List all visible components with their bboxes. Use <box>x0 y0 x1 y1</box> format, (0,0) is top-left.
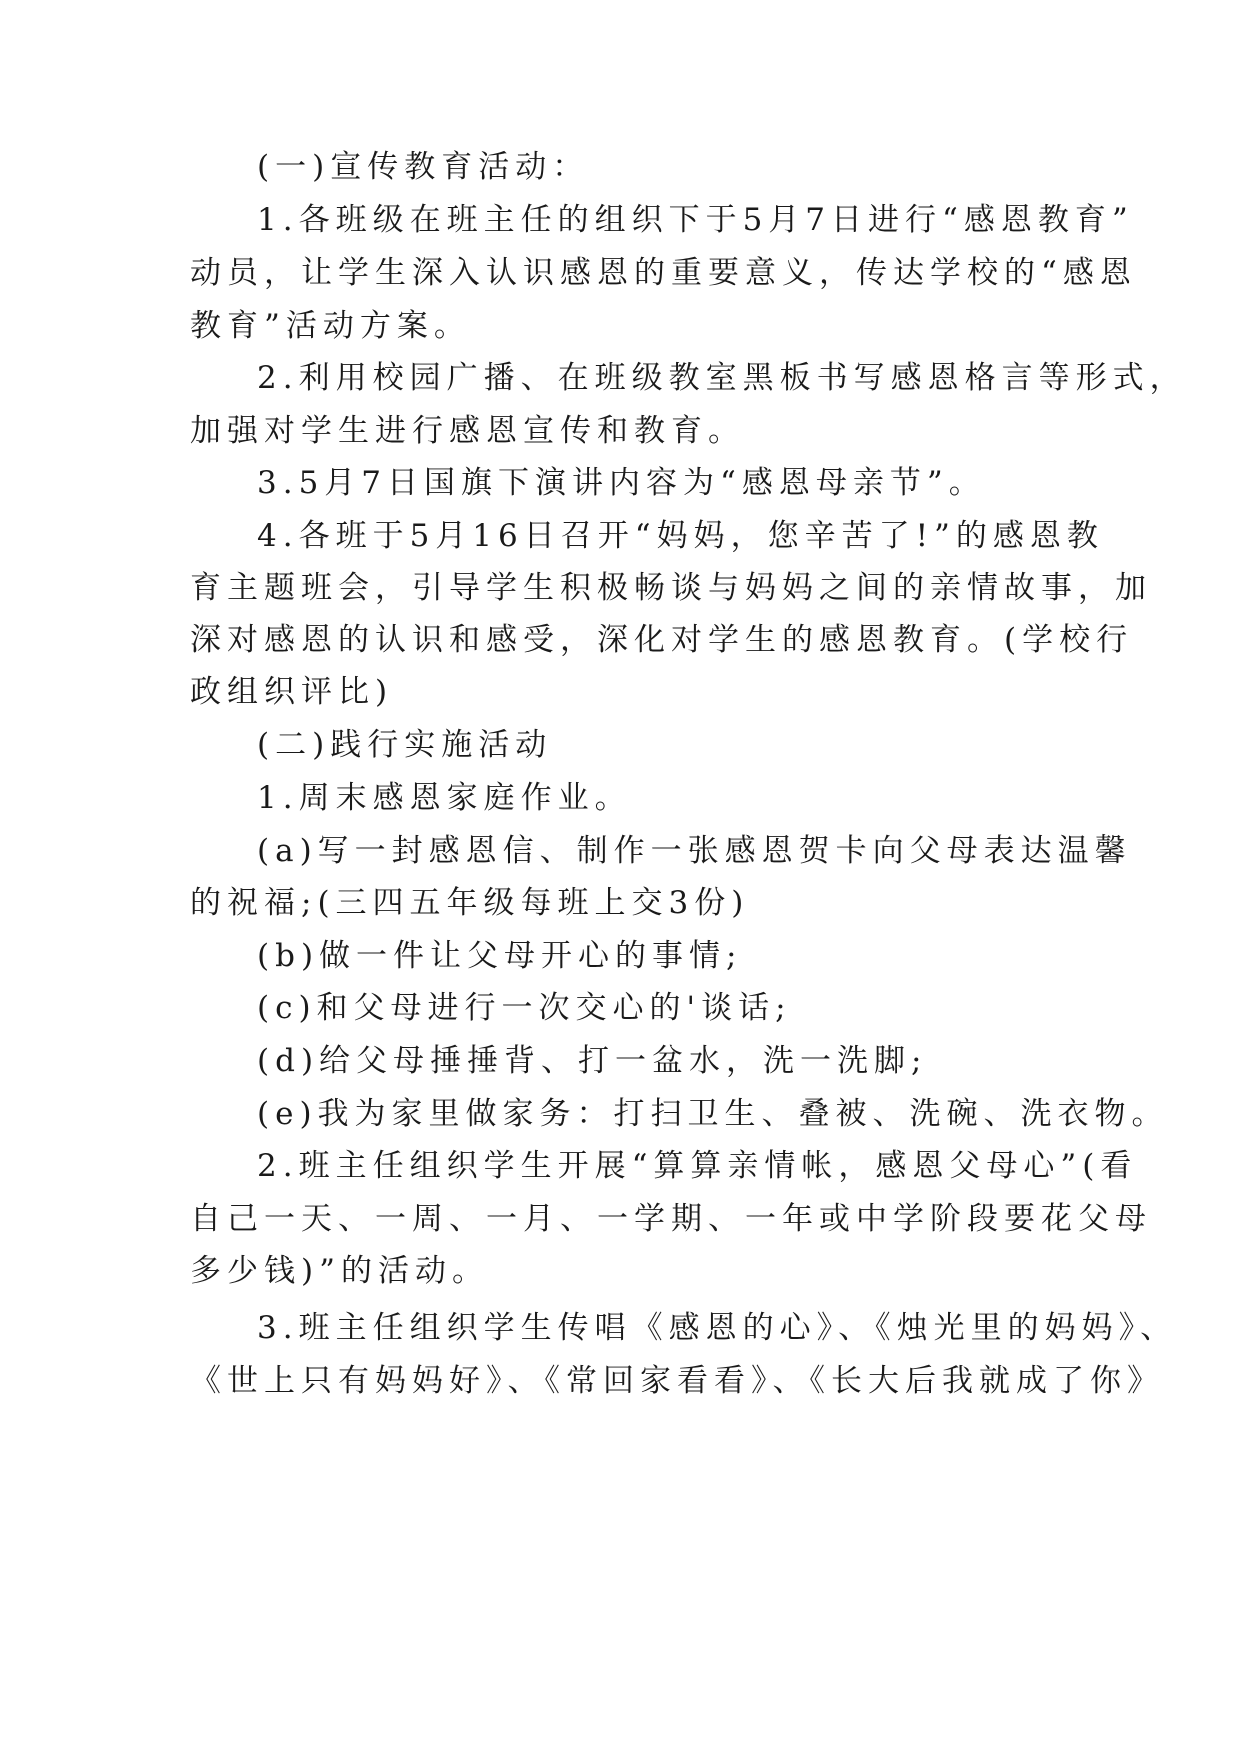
paragraph-line: 《世上只有妈妈好》、《常回家看看》、《长大后我就成了你》 <box>190 1363 1164 1399</box>
paragraph-line: 育主题班会，引导学生积极畅谈与妈妈之间的亲情故事，加 <box>190 570 1152 606</box>
paragraph-line: 2.利用校园广播、在班级教室黑板书写感恩格言等形式， <box>257 360 1187 396</box>
section-heading-practice: (二)践行实施活动 <box>257 727 553 763</box>
paragraph-line: 3.班主任组织学生传唱《感恩的心》、《烛光里的妈妈》、 <box>257 1310 1178 1346</box>
paragraph-line: 政组织评比) <box>190 674 394 710</box>
paragraph-line: 自己一天、一周、一月、一学期、一年或中学阶段要花父母 <box>190 1201 1152 1237</box>
paragraph-line: 2.班主任组织学生开展“算算亲情帐，感恩父母心”(看 <box>257 1148 1138 1184</box>
section-heading-publicity: (一)宣传教育活动： <box>257 149 590 185</box>
paragraph-line: 4.各班于5月16日召开“妈妈，您辛苦了!”的感恩教 <box>257 518 1104 554</box>
paragraph-line: 加强对学生进行感恩宣传和教育。 <box>190 413 745 449</box>
paragraph-line: 教育”活动方案。 <box>190 308 471 344</box>
list-item-line: (b)做一件让父母开心的事情; <box>257 938 743 974</box>
list-item-line: (d)给父母捶捶背、打一盆水，洗一洗脚; <box>257 1043 928 1079</box>
list-item-line: (a)写一封感恩信、制作一张感恩贺卡向父母表达温馨 <box>257 833 1132 869</box>
paragraph-line: 3.5月7日国旗下演讲内容为“感恩母亲节”。 <box>257 465 986 501</box>
paragraph-line: 深对感恩的认识和感受，深化对学生的感恩教育。(学校行 <box>190 622 1134 658</box>
paragraph-line: 1.周末感恩家庭作业。 <box>257 780 632 816</box>
paragraph-line: 1.各班级在班主任的组织下于5月7日进行“感恩教育” <box>257 202 1134 238</box>
list-item-line: (c)和父母进行一次交心的'谈话; <box>257 990 792 1026</box>
list-item-line: 的祝福;(三四五年级每班上交3份) <box>190 885 750 921</box>
paragraph-line: 动员，让学生深入认识感恩的重要意义，传达学校的“感恩 <box>190 255 1137 291</box>
list-item-line: (e)我为家里做家务：打扫卫生、叠被、洗碗、洗衣物。 <box>257 1096 1169 1132</box>
paragraph-line: 多少钱)”的活动。 <box>190 1253 489 1289</box>
